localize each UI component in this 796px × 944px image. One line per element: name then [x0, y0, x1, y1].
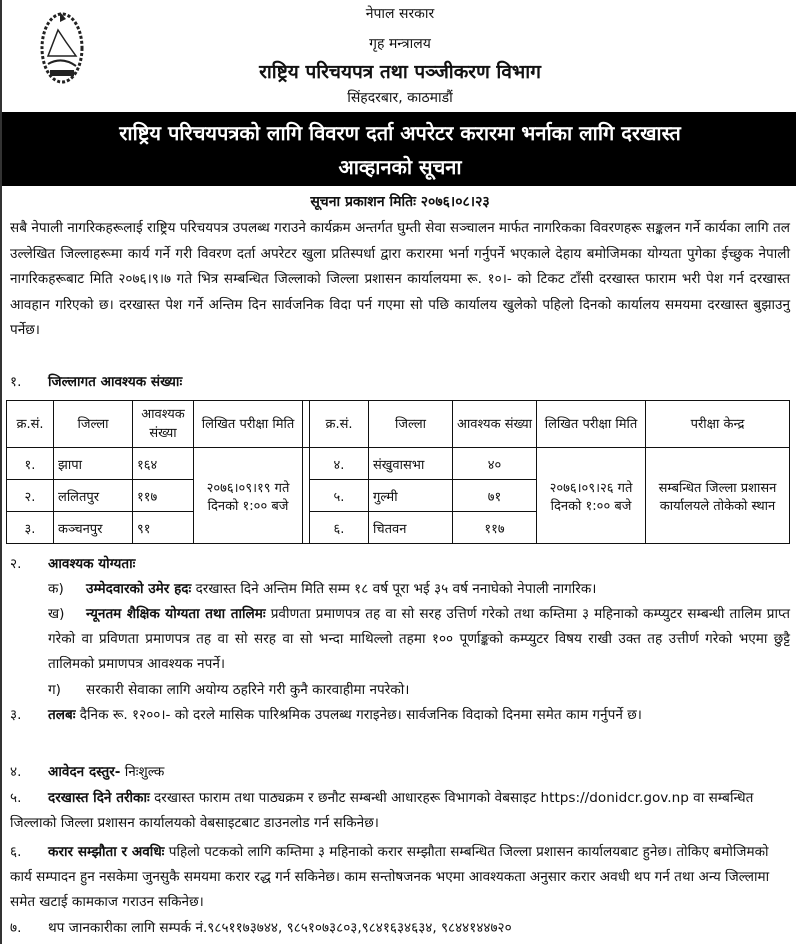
section-text: पहिलो पटकको लागि कम्तिमा ३ महिनाको करार सम्झौता सम्बन्धित जिल्ला प्रशासन कार्यालयबाट हुनेछ। तोकिए बमोजिमको कार्य सम्पादन हुन नसकेमा जुनसुकै समयमा करार रद्ध गर्न सकिनेछ। काम सन्तोषजनक भएमा आवश्यकता अनुसार करार अवधी थप गर्न तथा अन्य जिल्लामा समेत खटाई कामकाज गराउन सकिनेछ।	[10, 844, 770, 910]
section-number: ६.	[10, 844, 22, 860]
qualification-education	[48, 602, 790, 677]
notice-title-banner	[2, 112, 796, 186]
cell-district: गुल्मी	[369, 480, 453, 512]
section-text: निःशुल्क	[120, 764, 165, 780]
cell-required: ११७	[133, 480, 194, 512]
section-title: आवेदन दस्तुर-	[48, 764, 121, 780]
col-exam-center: परीक्षा केन्द्र	[646, 401, 790, 448]
section-4-fee	[10, 760, 164, 785]
cell-sn: ६.	[310, 512, 369, 544]
government-name: नेपाल सरकार	[365, 6, 435, 22]
contact-numbers: थप जानकारीका लागि सम्पर्क नं.९८५११७३७४४, ९८५१०७३८०३,९८४१६३४६३४, ९८४४१४४७२०	[48, 920, 512, 936]
qualification-record	[48, 678, 790, 703]
col-district: जिल्ला	[54, 401, 133, 448]
publication-date: सूचना प्रकाशन मितिः २०७६।०८।२३	[310, 194, 490, 210]
item-heading: न्यूनतम शैक्षिक योग्यता तथा तालिमः	[86, 606, 266, 622]
col-exam-date: लिखित परीक्षा मिति	[194, 401, 303, 448]
cell-exam-center: सम्बन्धित जिल्ला प्रशासन कार्यालयले तोकेको स्थान	[646, 448, 790, 544]
ministry-name: गृह मन्त्रालय	[369, 36, 431, 52]
cell-sn: ४.	[310, 448, 369, 480]
section-title: दरखास्त दिने तरीकाः	[48, 790, 150, 806]
section-number: ३.	[10, 707, 22, 723]
cell-district: संखुवासभा	[369, 448, 453, 480]
col-sn: क्र.सं.	[7, 401, 54, 448]
col-exam-date: लिखित परीक्षा मिति	[537, 401, 646, 448]
section-number: २.	[10, 556, 22, 572]
item-label: ख)	[48, 606, 65, 622]
item-heading: उम्मेदवारको उमेर हदः	[86, 581, 192, 597]
notice-title-line1: राष्ट्रिय परिचयपत्रको लागि विवरण दर्ता अपरेटर करारमा भर्नाका लागि दरखास्त	[119, 121, 681, 145]
item-text: दरखास्त दिने अन्तिम मिति सम्म १८ वर्ष पूरा भई ३५ वर्ष ननाघेको नेपाली नागरिक।	[191, 581, 597, 597]
cell-required: १६४	[133, 448, 194, 480]
cell-district: कञ्चनपुर	[54, 512, 133, 544]
section-number: १.	[10, 374, 22, 390]
item-text: प्रवीणता प्रमाणपत्र तह वा सो सरह उत्तिर्ण गरेको तथा कम्तिमा ३ महिनाको कम्प्युटर सम्बन्धी तालिम प्राप्त गरेको वा प्रविणता प्रमाणपत्र तह वा सो सरह वा सो भन्दा माथिल्लो तहमा १०० पूर्णाङ्कको कम्प्युटर विषय राखी उक्त तह उत्तीर्ण गरेको भएमा छुट्टै तालिमको प्रमाणपत्र आवश्यक नपर्ने।	[48, 606, 790, 672]
section-number: ४.	[10, 764, 22, 780]
item-text: सरकारी सेवाका लागि अयोग्य ठहरिने गरी कुनै कारवाहीमा नपरेको।	[86, 682, 410, 698]
cell-required: ९१	[133, 512, 194, 544]
section-number: ५.	[10, 790, 22, 806]
cell-district: चितवन	[369, 512, 453, 544]
col-district: जिल्ला	[369, 401, 453, 448]
col-required: आवश्यक संख्या	[453, 401, 537, 448]
table-gap	[303, 401, 310, 448]
section-6-contract	[10, 840, 790, 915]
item-label: ग)	[48, 682, 61, 698]
section-text: दैनिक रू. १२००।- को दरले मासिक पारिश्रमिक उपलब्ध गराइनेछ। सार्वजनिक विदाको दिनमा समेत काम गर्नुपर्ने छ।	[75, 707, 642, 723]
section-number: ७.	[10, 920, 22, 936]
qualification-age	[48, 577, 790, 602]
item-label: क)	[48, 581, 64, 597]
section-title: जिल्लागत आवश्यक संख्याः	[48, 374, 183, 390]
district-table	[6, 400, 790, 544]
col-required: आवश्यक संख्या	[133, 401, 194, 448]
section-1-heading	[10, 370, 182, 395]
cell-required: ४०	[453, 448, 537, 480]
cell-sn: २.	[7, 480, 54, 512]
cell-sn: ३.	[7, 512, 54, 544]
section-title: आवश्यक योग्यताः	[48, 556, 136, 572]
section-title: तलबः	[48, 707, 76, 723]
section-3-salary	[10, 703, 790, 728]
cell-exam-date: २०७६।०९।१९ गते दिनको १:०० बजे	[194, 448, 303, 544]
section-5-method	[10, 786, 790, 836]
col-sn: क्र.सं.	[310, 401, 369, 448]
department-address: सिंहदरबार, काठमाडौं	[347, 90, 453, 106]
section-2-heading	[10, 552, 135, 577]
notice-title-line2: आव्हानको सूचना	[338, 155, 462, 179]
section-text: दरखास्त फाराम तथा पाठ्यक्रम र छनौट सम्बन्धी आधारहरू विभागको वेबसाइट https://donidcr.gov.np वा सम्बन्धित जिल्लाको जिल्ला प्रशासन कार्यालयको वेबसाइटबाट डाउनलोड गर्न सकिनेछ।	[10, 790, 754, 831]
cell-required: ११७	[453, 512, 537, 544]
section-title: करार सम्झौता र अवधिः	[48, 844, 165, 860]
department-name: राष्ट्रिय परिचयपत्र तथा पञ्जीकरण विभाग	[259, 61, 541, 83]
cell-district: ललितपुर	[54, 480, 133, 512]
cell-sn: ५.	[310, 480, 369, 512]
table-gap	[303, 448, 310, 544]
cell-district: झापा	[54, 448, 133, 480]
table-header-row	[7, 401, 790, 448]
intro-paragraph: सबै नेपाली नागरिकहरूलाई राष्ट्रिय परिचयपत्र उपलब्ध गराउने कार्यक्रम अन्तर्गत घुम्ती सेवा सञ्चालन मार्फत नागरिकका विवरणहरू सङ्कलन गर्ने कार्यका लागि तल उल्लेखित जिल्लाहरूमा कार्य गर्ने गरी विवरण दर्ता अपरेटर खुला प्रतिस्पर्धा द्वारा करारमा भर्ना गर्नुपर्ने भएकाले देहाय बमोजिमका योग्यता पुगेका ईच्छुक नेपाली नागरिकहरूबाट मिति २०७६।९।७ गते भित्र सम्बन्धित जिल्लाको जिल्ला प्रशासन कार्यालयमा रू. १०।- को टिकट टाँसी दरखास्त फाराम भरी पेश गर्न दरखास्त आवहान गरिएको छ। दरखास्त पेश गर्ने अन्तिम दिन सार्वजनिक विदा पर्न गएमा सो पछि कार्यालय खुलेको पहिलो दिनको कार्यालय समयमा दरखास्त बुझाउनु पर्नेछ।	[10, 220, 790, 338]
table-row	[7, 448, 790, 480]
cell-sn: १.	[7, 448, 54, 480]
cell-required: ७१	[453, 480, 537, 512]
section-7-contact	[10, 916, 790, 941]
cell-exam-date: २०७६।०९।२६ गते दिनको १:०० बजे	[537, 448, 646, 544]
